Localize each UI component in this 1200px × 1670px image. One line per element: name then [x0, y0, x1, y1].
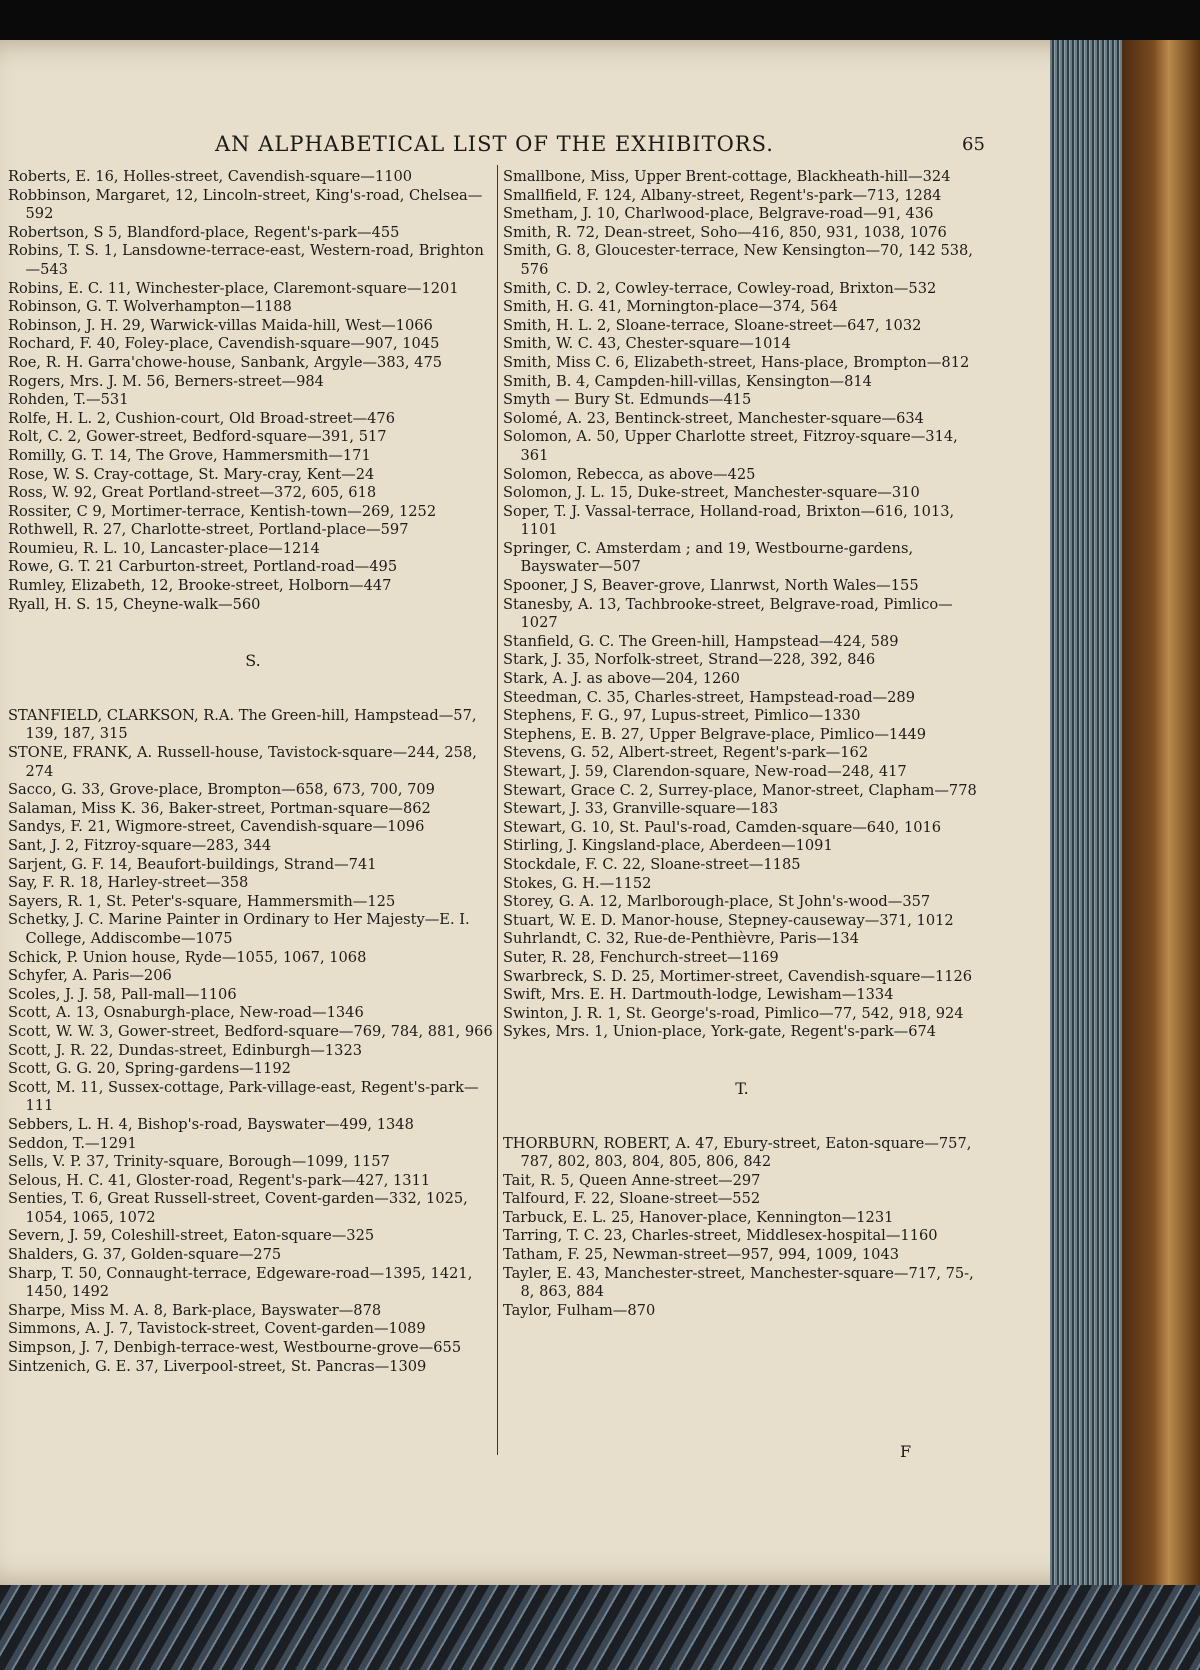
exhibitor-entry: Ryall, H. S. 15, Cheyne-walk—560 — [8, 595, 261, 613]
exhibitor-entry: Solomon, A. 50, Upper Charlotte street, Fitzroy-square—314, 361 — [503, 428, 958, 464]
exhibitor-entry: Swinton, J. R. 1, St. George's-road, Pimlico—77, 542, 918, 924 — [503, 1004, 964, 1022]
exhibitor-entry: Stewart, J. 59, Clarendon-square, New-road—248, 417 — [503, 763, 907, 780]
exhibitor-entry: Scott, M. 11, Sussex-cottage, Park-village-east, Regent's-park—111 — [8, 1078, 479, 1115]
exhibitor-entry: Smyth — Bury St. Edmunds—415 — [503, 391, 752, 409]
exhibitor-entry: Stanfield, G. C. The Green-hill, Hampstead—424, 589 — [503, 632, 899, 650]
exhibitor-entry: Say, F. R. 18, Harley-street—358 — [8, 874, 249, 892]
exhibitor-entry: Smith, Miss C. 6, Elizabeth-street, Hans-place, Brompton—812 — [503, 353, 970, 371]
exhibitor-entry: Stephens, F. G., 97, Lupus-street, Pimlico—1330 — [503, 707, 861, 725]
exhibitor-entry: Robins, E. C. 11, Winchester-place, Claremont-square—1201 — [8, 279, 459, 297]
exhibitor-entry: Schyfer, A. Paris—206 — [8, 967, 172, 985]
exhibitor-entry: Tait, R. 5, Queen Anne-street—297 — [503, 1171, 761, 1189]
book-binding — [1122, 40, 1200, 1585]
section-heading-t: T. — [735, 1078, 749, 1098]
exhibitor-entry: Storey, G. A. 12, Marlborough-place, St John's-wood—357 — [503, 893, 931, 911]
exhibitor-entry: Romilly, G. T. 14, The Grove, Hammersmith—171 — [8, 446, 371, 464]
exhibitor-entry: Talfourd, F. 22, Sloane-street—552 — [503, 1190, 761, 1208]
exhibitor-entry: Sykes, Mrs. 1, Union-place, York-gate, Regent's-park—674 — [503, 1023, 937, 1041]
exhibitor-entry: Swift, Mrs. E. H. Dartmouth-lodge, Lewisham—1334 — [503, 986, 894, 1004]
exhibitor-entry: Schetky, J. C. Marine Painter in Ordinary to Her Majesty—E. I. College, Addiscombe—1075 — [8, 911, 470, 947]
exhibitor-entry: Schick, P. Union house, Ryde—1055, 1067, 1068 — [8, 948, 367, 966]
exhibitor-entry: STONE, FRANK, A. Russell-house, Tavistock-square—244, 258, 274 — [8, 744, 477, 780]
exhibitor-entry: Smith, B. 4, Campden-hill-villas, Kensington—814 — [503, 372, 872, 390]
exhibitor-entry: Suhrlandt, C. 32, Rue-de-Penthièvre, Paris—134 — [503, 930, 860, 948]
exhibitor-entry: Soper, T. J. Vassal-terrace, Holland-road, Brixton—616, 1013, 1101 — [503, 502, 955, 539]
exhibitor-entry: Stockdale, F. C. 22, Sloane-street—1185 — [503, 855, 801, 873]
exhibitor-entry: Tatham, F. 25, Newman-street—957, 994, 1009, 1043 — [503, 1246, 900, 1264]
exhibitor-entry: THORBURN, ROBERT, A. 47, Ebury-street, Eaton-square—757, 787, 802, 803, 804, 805, 806, 842 — [503, 1134, 972, 1171]
exhibitor-entry: Rose, W. S. Cray-cottage, St. Mary-cray, Kent—24 — [8, 465, 375, 483]
exhibitor-entry: Smith, G. 8, Gloucester-terrace, New Kensington—70, 142 538, 576 — [503, 242, 973, 278]
exhibitor-entry: Solomé, A. 23, Bentinck-street, Manchester-square—634 — [503, 409, 924, 427]
exhibitor-entry: Smetham, J. 10, Charlwood-place, Belgrave-road—91, 436 — [503, 205, 934, 223]
exhibitor-entry: Spooner, J S, Beaver-grove, Llanrwst, North Wales—155 — [503, 577, 919, 595]
signature-mark: F — [900, 1442, 912, 1461]
entries-t — [503, 1135, 981, 1321]
exhibitor-entry: Sintzenich, G. E. 37, Liverpool-street, St. Pancras—1309 — [8, 1357, 427, 1375]
exhibitor-entry: Salaman, Miss K. 36, Baker-street, Portman-square—862 — [8, 799, 431, 817]
exhibitor-entry: Simmons, A. J. 7, Tavistock-street, Covent-garden—1089 — [8, 1320, 426, 1338]
exhibitor-entry: Roberts, E. 16, Holles-street, Cavendish-square—1100 — [8, 168, 413, 185]
exhibitor-entry: Rochard, F. 40, Foley-place, Cavendish-square—907, 1045 — [8, 335, 440, 353]
exhibitor-entry: Stewart, Grace C. 2, Surrey-place, Manor-street, Clapham—778 — [503, 781, 977, 799]
exhibitor-entry: Robbinson, Margaret, 12, Lincoln-street, King's-road, Chelsea—592 — [8, 186, 483, 223]
exhibitor-entry: Stark, J. 35, Norfolk-street, Strand—228, 392, 846 — [503, 651, 876, 669]
exhibitor-entry: Tarbuck, E. L. 25, Hanover-place, Kennington—1231 — [503, 1208, 894, 1226]
right-column — [503, 168, 981, 1320]
exhibitor-entry: Smith, C. D. 2, Cowley-terrace, Cowley-road, Brixton—532 — [503, 279, 937, 297]
exhibitor-entry: Scott, A. 13, Osnaburgh-place, New-road—1346 — [8, 1004, 364, 1022]
exhibitor-entry: Robinson, J. H. 29, Warwick-villas Maida-hill, West—1066 — [8, 316, 433, 334]
exhibitor-entry: Rossiter, C 9, Mortimer-terrace, Kentish-town—269, 1252 — [8, 502, 437, 520]
exhibitor-entry: Robertson, S 5, Blandford-place, Regent's-park—455 — [8, 223, 400, 241]
exhibitor-entry: Selous, H. C. 41, Gloster-road, Regent's-park—427, 1311 — [8, 1171, 431, 1189]
exhibitor-entry: Stanesby, A. 13, Tachbrooke-street, Belgrave-road, Pimlico—1027 — [503, 595, 953, 632]
exhibitor-entry: Smallbone, Miss, Upper Brent-cottage, Blackheath-hill—324 — [503, 168, 951, 185]
exhibitor-entry: Sharpe, Miss M. A. 8, Bark-place, Bayswater—878 — [8, 1301, 382, 1319]
exhibitor-entry: Stokes, G. H.—1152 — [503, 874, 652, 892]
exhibitor-entry: Steedman, C. 35, Charles-street, Hampstead-road—289 — [503, 688, 916, 706]
exhibitor-entry: Seddon, T.—1291 — [8, 1134, 137, 1152]
exhibitor-entry: Sacco, G. 33, Grove-place, Brompton—658, 673, 700, 709 — [8, 781, 435, 799]
exhibitor-entry: Rothwell, R. 27, Charlotte-street, Portland-place—597 — [8, 521, 409, 539]
exhibitor-entry: Solomon, Rebecca, as above—425 — [503, 465, 756, 483]
exhibitor-entry: STANFIELD, CLARKSON, R.A. The Green-hill, Hampstead—57, 139, 187, 315 — [8, 706, 477, 743]
exhibitor-entry: Rowe, G. T. 21 Carburton-street, Portland-road—495 — [8, 558, 398, 576]
exhibitor-entry: Swarbreck, S. D. 25, Mortimer-street, Cavendish-square—1126 — [503, 967, 973, 985]
exhibitor-entry: Senties, T. 6, Great Russell-street, Covent-garden—332, 1025, 1054, 1065, 1072 — [8, 1190, 468, 1226]
entries-s-continued — [503, 168, 981, 1042]
exhibitor-entry: Springer, C. Amsterdam ; and 19, Westbourne-gardens, Bayswater—507 — [503, 539, 914, 576]
exhibitor-entry: Stevens, G. 52, Albert-street, Regent's-park—162 — [503, 744, 869, 762]
exhibitor-entry: Sarjent, G. F. 14, Beaufort-buildings, Strand—741 — [8, 855, 377, 873]
exhibitor-entry: Severn, J. 59, Coleshill-street, Eaton-square—325 — [8, 1227, 375, 1245]
exhibitor-entry: Scoles, J. J. 58, Pall-mall—1106 — [8, 985, 237, 1003]
exhibitor-entry: Sant, J. 2, Fitzroy-square—283, 344 — [8, 837, 272, 854]
exhibitor-entry: Smith, H. G. 41, Mornington-place—374, 564 — [503, 298, 838, 316]
exhibitor-entry: Rumley, Elizabeth, 12, Brooke-street, Holborn—447 — [8, 577, 392, 595]
page-header — [0, 132, 1040, 162]
exhibitor-entry: Scott, G. G. 20, Spring-gardens—1192 — [8, 1060, 291, 1078]
exhibitor-entry: Rohden, T.—531 — [8, 391, 129, 409]
exhibitor-entry: Taylor, Fulham—870 — [503, 1301, 656, 1319]
exhibitor-entry: Smith, W. C. 43, Chester-square—1014 — [503, 335, 791, 353]
exhibitor-entry: Tarring, T. C. 23, Charles-street, Middlesex-hospital—1160 — [503, 1227, 938, 1245]
exhibitor-entry: Ross, W. 92, Great Portland-street—372, 605, 618 — [8, 484, 377, 502]
exhibitor-entry: Robinson, G. T. Wolverhampton—1188 — [8, 298, 292, 316]
section-heading-s: S. — [245, 651, 261, 671]
exhibitor-entry: Stirling, J. Kingsland-place, Aberdeen—1091 — [503, 837, 833, 855]
marbled-edge — [0, 1585, 1200, 1670]
exhibitor-entry: Scott, J. R. 22, Dundas-street, Edinburgh—1323 — [8, 1041, 363, 1059]
exhibitor-entry: Stark, A. J. as above—204, 1260 — [503, 670, 740, 688]
exhibitor-entry: Sayers, R. 1, St. Peter's-square, Hammersmith—125 — [8, 892, 396, 910]
page-number: 65 — [962, 134, 985, 155]
exhibitor-entry: Roe, R. H. Garra'chowe-house, Sanbank, Argyle—383, 475 — [8, 353, 443, 371]
exhibitor-entry: Solomon, J. L. 15, Duke-street, Manchester-square—310 — [503, 484, 920, 502]
exhibitor-entry: Rogers, Mrs. J. M. 56, Berners-street—984 — [8, 372, 324, 390]
exhibitor-entry: Roumieu, R. L. 10, Lancaster-place—1214 — [8, 539, 320, 557]
exhibitor-entry: Stuart, W. E. D. Manor-house, Stepney-causeway—371, 1012 — [503, 911, 954, 929]
entries-r — [8, 168, 498, 614]
exhibitor-entry: Stewart, G. 10, St. Paul's-road, Camden-square—640, 1016 — [503, 818, 942, 836]
exhibitor-entry: Tayler, E. 43, Manchester-street, Manchester-square—717, 75-, 8, 863, 884 — [503, 1264, 974, 1301]
exhibitor-entry: Sells, V. P. 37, Trinity-square, Borough—1099, 1157 — [8, 1153, 390, 1171]
page-title: AN ALPHABETICAL LIST OF THE EXHIBITORS. — [215, 132, 774, 156]
exhibitor-entry: Sandys, F. 21, Wigmore-street, Cavendish-square—1096 — [8, 818, 425, 836]
exhibitor-entry: Robins, T. S. 1, Lansdowne-terrace-east, Western-road, Brighton—543 — [8, 242, 484, 278]
exhibitor-entry: Scott, W. W. 3, Gower-street, Bedford-square—769, 784, 881, 966 — [8, 1022, 493, 1040]
exhibitor-entry: Smith, H. L. 2, Sloane-terrace, Sloane-street—647, 1032 — [503, 316, 922, 334]
entries-s — [8, 707, 498, 1376]
exhibitor-entry: Shalders, G. 37, Golden-square—275 — [8, 1246, 282, 1264]
exhibitor-entry: Stephens, E. B. 27, Upper Belgrave-place, Pimlico—1449 — [503, 725, 927, 743]
exhibitor-entry: Suter, R. 28, Fenchurch-street—1169 — [503, 948, 779, 966]
page-edge — [1050, 40, 1122, 1585]
exhibitor-entry: Rolfe, H. L. 2, Cushion-court, Old Broad-street—476 — [8, 409, 395, 427]
exhibitor-entry: Smallfield, F. 124, Albany-street, Regent's-park—713, 1284 — [503, 186, 942, 204]
exhibitor-entry: Stewart, J. 33, Granville-square—183 — [503, 800, 779, 818]
exhibitor-entry: Simpson, J. 7, Denbigh-terrace-west, Westbourne-grove—655 — [8, 1339, 462, 1357]
exhibitor-entry: Smith, R. 72, Dean-street, Soho—416, 850, 931, 1038, 1076 — [503, 223, 947, 241]
exhibitor-entry: Sebbers, L. H. 4, Bishop's-road, Bayswater—499, 1348 — [8, 1115, 414, 1133]
left-column — [8, 168, 498, 1376]
exhibitor-entry: Rolt, C. 2, Gower-street, Bedford-square—391, 517 — [8, 428, 387, 446]
exhibitor-entry: Sharp, T. 50, Connaught-terrace, Edgeware-road—1395, 1421, 1450, 1492 — [8, 1264, 473, 1301]
